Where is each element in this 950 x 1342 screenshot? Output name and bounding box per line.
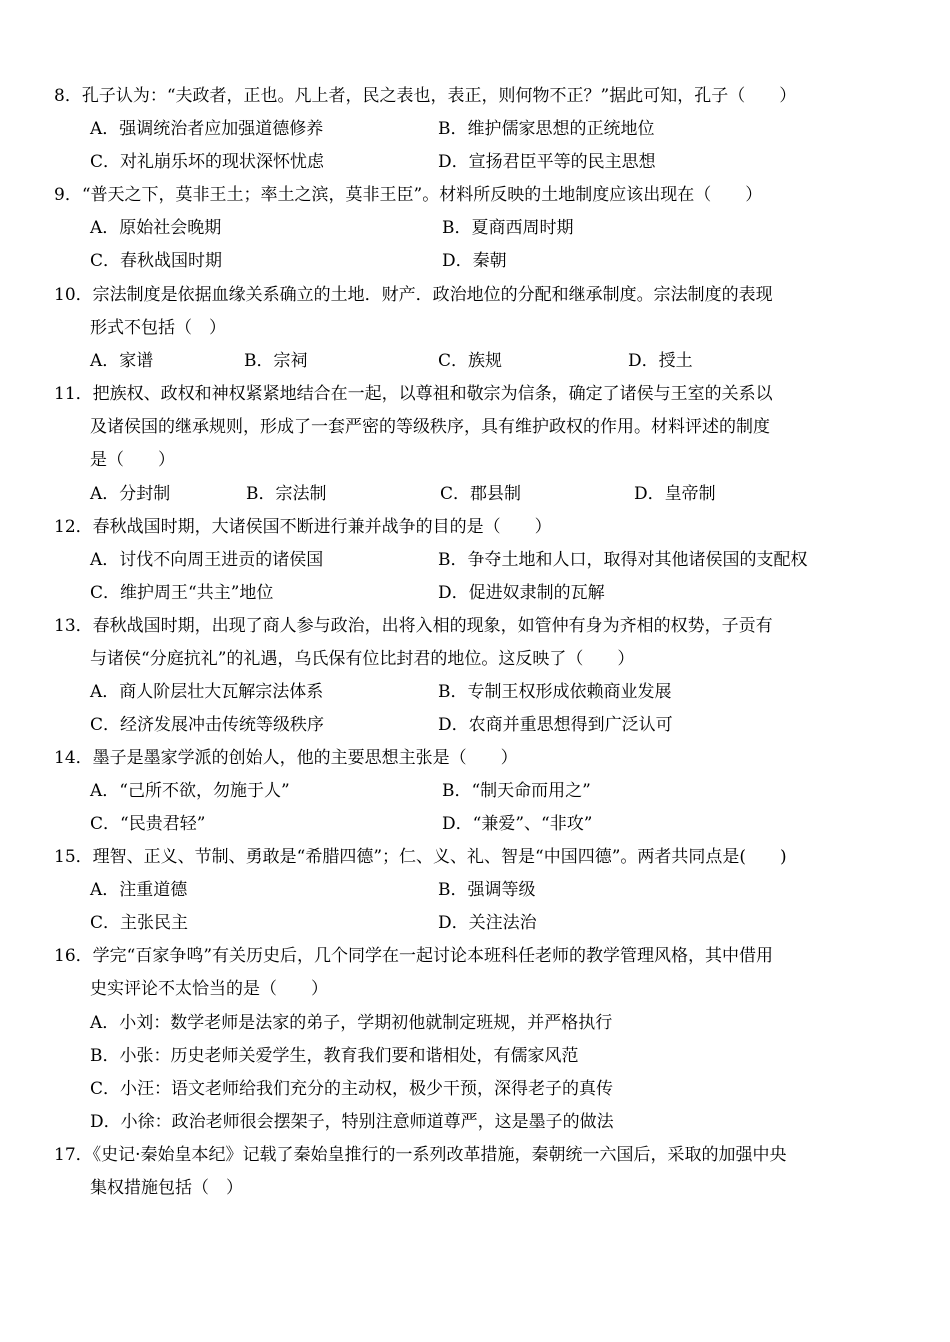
q16-option-c[interactable]: C．小汪：语文老师给我们充分的主动权，极少干预，深得老子的真传 [90,1079,614,1099]
question-10-stem: 10．宗法制度是依据血缘关系确立的土地．财产．政治地位的分配和继承制度。宗法制度的表现 [54,285,773,305]
q8-option-b[interactable]: B．维护儒家思想的正统地位 [438,119,655,139]
q9-option-b[interactable]: B．夏商西周时期 [442,218,574,238]
q9-option-a[interactable]: A．原始社会晚期 [90,218,222,238]
q8-option-d[interactable]: D．宣扬君臣平等的民主思想 [438,152,656,172]
q12-option-c[interactable]: C．维护周王“共主”地位 [90,583,274,603]
q16-option-b[interactable]: B．小张：历史老师关爱学生，教育我们要和谐相处，有儒家风范 [90,1046,579,1066]
q10-option-a[interactable]: A．家谱 [90,351,154,371]
q8-option-c[interactable]: C．对礼崩乐坏的现状深怀忧虑 [90,152,325,172]
q14-option-a[interactable]: A．“己所不欲，勿施于人” [90,781,290,801]
question-13-stem: 13．春秋战国时期，出现了商人参与政治，出将入相的现象，如管仲有身为齐相的权势，子贡有 [54,616,773,636]
question-16-stem-cont: 史实评论不太恰当的是（ ） [90,979,328,999]
q11-option-a[interactable]: A．分封制 [90,484,171,504]
q12-option-d[interactable]: D．促进奴隶制的瓦解 [438,583,605,603]
question-13-stem-cont: 与诸侯“分庭抗礼”的礼遇，乌氏保有位比封君的地位。这反映了（ ） [90,649,635,669]
question-9-stem: 9．“普天之下，莫非王土；率土之滨，莫非王臣”。材料所反映的土地制度应该出现在（ ） [54,185,763,205]
q14-option-c[interactable]: C．“民贵君轻” [90,814,206,834]
q11-option-b[interactable]: B．宗法制 [246,484,327,504]
q15-option-b[interactable]: B．强调等级 [438,880,536,900]
q13-option-c[interactable]: C．经济发展冲击传统等级秩序 [90,715,325,735]
q8-option-a[interactable]: A．强调统治者应加强道德修养 [90,119,324,139]
q15-option-a[interactable]: A．注重道德 [90,880,188,900]
question-17-stem-cont: 集权措施包括（ ） [90,1178,243,1198]
q16-option-d[interactable]: D．小徐：政治老师很会摆架子，特别注意师道尊严，这是墨子的做法 [90,1112,614,1132]
q10-option-b[interactable]: B．宗祠 [244,351,308,371]
question-17-stem: 17．《史记·秦始皇本纪》记载了秦始皇推行的一系列改革措施，秦朝统一六国后，采取的加强中央 [54,1145,787,1165]
question-12-stem: 12．春秋战国时期，大诸侯国不断进行兼并战争的目的是（ ） [54,517,552,537]
question-11-stem-cont-1: 及诸侯国的继承规则，形成了一套严密的等级秩序，具有维护政权的作用。材料评述的制度 [90,417,770,437]
q12-option-a[interactable]: A．讨伐不向周王进贡的诸侯国 [90,550,324,570]
q10-option-c[interactable]: C．族规 [438,351,503,371]
question-11-stem-cont-2: 是（ ） [90,450,175,470]
question-16-stem: 16．学完“百家争鸣”有关历史后，几个同学在一起讨论本班科任老师的教学管理风格，其中借用 [54,946,774,966]
q9-option-d[interactable]: D．秦朝 [442,251,507,271]
q14-option-d[interactable]: D．“兼爱”、“非攻” [442,814,593,834]
q13-option-b[interactable]: B．专制王权形成依赖商业发展 [438,682,672,702]
q13-option-a[interactable]: A．商人阶层壮大瓦解宗法体系 [90,682,324,702]
q9-option-c[interactable]: C．春秋战国时期 [90,251,223,271]
q15-option-d[interactable]: D．关注法治 [438,913,537,933]
question-8-stem: 8．孔子认为：“夫政者，正也。凡上者，民之表也，表正，则何物不正？”据此可知，孔子（ ） [54,86,797,106]
question-11-stem: 11．把族权、政权和神权紧紧地结合在一起，以尊祖和敬宗为信条，确定了诸侯与王室的关系以 [54,384,773,404]
q16-option-a[interactable]: A．小刘：数学老师是法家的弟子，学期初他就制定班规，并严格执行 [90,1013,613,1033]
question-10-stem-cont: 形式不包括（ ） [90,318,226,338]
q15-option-c[interactable]: C．主张民主 [90,913,189,933]
question-15-stem: 15．理智、正义、节制、勇敢是“希腊四德”；仁、义、礼、智是“中国四德”。两者共同点是( ) [54,847,787,867]
q12-option-b[interactable]: B．争夺土地和人口，取得对其他诸侯国的支配权 [438,550,808,570]
q14-option-b[interactable]: B．“制天命而用之” [442,781,591,801]
q11-option-c[interactable]: C．郡县制 [440,484,522,504]
q11-option-d[interactable]: D．皇帝制 [634,484,716,504]
q10-option-d[interactable]: D．授土 [628,351,693,371]
q13-option-d[interactable]: D．农商并重思想得到广泛认可 [438,715,673,735]
question-14-stem: 14．墨子是墨家学派的创始人，他的主要思想主张是（ ） [54,748,518,768]
